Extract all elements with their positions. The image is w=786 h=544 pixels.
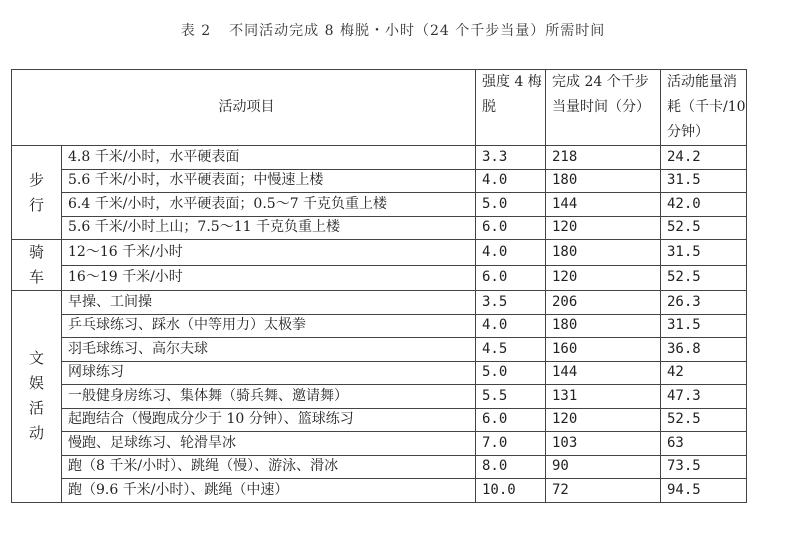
energy-cell: 26.3: [661, 291, 747, 315]
activity-cell: 慢跑、足球练习、轮滑旱冰: [62, 432, 476, 456]
table-row: [12, 455, 747, 479]
time-cell: 120: [546, 265, 661, 291]
category-cell: 文 娱 活 动: [12, 291, 62, 503]
table-row: [12, 338, 747, 362]
header-activity: 活动项目: [12, 70, 476, 146]
activity-cell: 羽毛球练习、高尔夫球: [62, 338, 476, 362]
intensity-cell: 5.0: [476, 361, 546, 385]
energy-cell: 31.5: [661, 314, 747, 338]
activity-table: [11, 69, 747, 503]
header-time: 完成 24 个千步当量时间（分）: [546, 70, 661, 146]
intensity-cell: 10.0: [476, 479, 546, 503]
table-row: [12, 240, 747, 266]
energy-cell: 52.5: [661, 408, 747, 432]
intensity-cell: 6.0: [476, 265, 546, 291]
table-caption: [0, 20, 786, 40]
time-cell: 103: [546, 432, 661, 456]
energy-cell: 36.8: [661, 338, 747, 362]
table-row: [12, 193, 747, 217]
table-row: [12, 169, 747, 193]
activity-cell: 起跑结合（慢跑成分少于 10 分钟）、篮球练习: [62, 408, 476, 432]
energy-cell: 73.5: [661, 455, 747, 479]
category-cell: 骑 车: [12, 240, 62, 291]
energy-cell: 31.5: [661, 169, 747, 193]
time-cell: 120: [546, 408, 661, 432]
activity-cell: 6.4 千米/小时，水平硬表面；0.5～7 千克负重上楼: [62, 193, 476, 217]
activity-cell: 4.8 千米/小时，水平硬表面: [62, 146, 476, 170]
time-cell: 180: [546, 314, 661, 338]
energy-cell: 52.5: [661, 216, 747, 240]
time-cell: 218: [546, 146, 661, 170]
table-row: [12, 314, 747, 338]
energy-cell: 47.3: [661, 385, 747, 409]
intensity-cell: 5.5: [476, 385, 546, 409]
time-cell: 180: [546, 169, 661, 193]
table-row: [12, 361, 747, 385]
time-cell: 160: [546, 338, 661, 362]
header-intensity: 强度 4 梅脱: [476, 70, 546, 146]
table-title: 不同活动完成 8 梅脱・小时（24 个千步当量）所需时间: [229, 23, 606, 39]
table-number: 表 2: [180, 23, 212, 39]
activity-cell: 跑（8 千米/小时）、跳绳（慢）、游泳、滑冰: [62, 455, 476, 479]
activity-cell: 5.6 千米/小时上山；7.5～11 千克负重上楼: [62, 216, 476, 240]
energy-cell: 24.2: [661, 146, 747, 170]
intensity-cell: 3.3: [476, 146, 546, 170]
activity-cell: 一般健身房练习、集体舞（骑兵舞、邀请舞）: [62, 385, 476, 409]
time-cell: 131: [546, 385, 661, 409]
table-row: [12, 291, 747, 315]
intensity-cell: 6.0: [476, 216, 546, 240]
header-energy: 活动能量消耗（千卡/10 分钟）: [661, 70, 747, 146]
activity-cell: 16～19 千米/小时: [62, 265, 476, 291]
intensity-cell: 4.0: [476, 240, 546, 266]
table-row: [12, 432, 747, 456]
table-row: [12, 146, 747, 170]
intensity-cell: 5.0: [476, 193, 546, 217]
intensity-cell: 4.5: [476, 338, 546, 362]
intensity-cell: 4.0: [476, 169, 546, 193]
table-row: [12, 265, 747, 291]
intensity-cell: 8.0: [476, 455, 546, 479]
time-cell: 90: [546, 455, 661, 479]
table-row: [12, 216, 747, 240]
energy-cell: 42: [661, 361, 747, 385]
activity-cell: 12～16 千米/小时: [62, 240, 476, 266]
energy-cell: 42.0: [661, 193, 747, 217]
intensity-cell: 6.0: [476, 408, 546, 432]
time-cell: 180: [546, 240, 661, 266]
intensity-cell: 7.0: [476, 432, 546, 456]
time-cell: 144: [546, 361, 661, 385]
activity-cell: 网球练习: [62, 361, 476, 385]
energy-cell: 52.5: [661, 265, 747, 291]
energy-cell: 63: [661, 432, 747, 456]
category-cell: 步 行: [12, 146, 62, 240]
time-cell: 72: [546, 479, 661, 503]
intensity-cell: 4.0: [476, 314, 546, 338]
table-row: [12, 408, 747, 432]
table-row: [12, 385, 747, 409]
intensity-cell: 3.5: [476, 291, 546, 315]
time-cell: 120: [546, 216, 661, 240]
activity-cell: 跑（9.6 千米/小时）、跳绳（中速）: [62, 479, 476, 503]
energy-cell: 31.5: [661, 240, 747, 266]
energy-cell: 94.5: [661, 479, 747, 503]
header-row: [12, 70, 747, 146]
time-cell: 144: [546, 193, 661, 217]
activity-cell: 早操、工间操: [62, 291, 476, 315]
time-cell: 206: [546, 291, 661, 315]
activity-cell: 5.6 千米/小时，水平硬表面；中慢速上楼: [62, 169, 476, 193]
activity-cell: 乒乓球练习、踩水（中等用力）太极拳: [62, 314, 476, 338]
table-row: [12, 479, 747, 503]
